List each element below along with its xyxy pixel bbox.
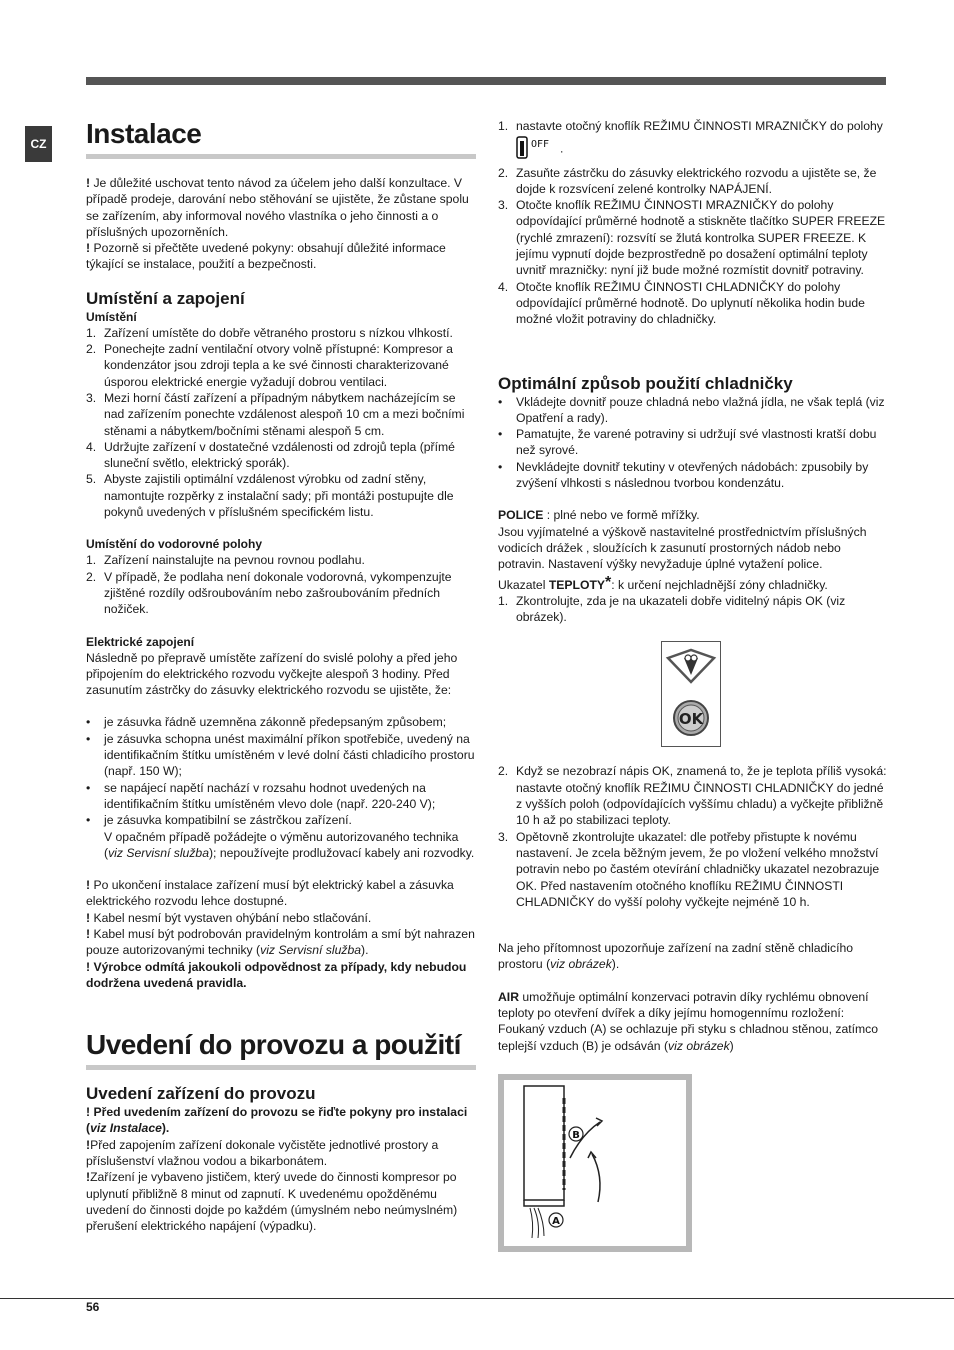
label-a: A [552,1215,560,1227]
intro-note: ! Pozorně si přečtěte uvedené pokyny: obsahují důležité informace týkající se instalace, použití a bezpečnosti. [86,241,446,272]
startup-steps [498,118,888,328]
list-item: 1. Zařízení umístěte do dobře větraného prostoru s nízkou vlhkostí. [86,325,453,340]
list-item: • je zásuvka řádně uzemněna zákonně předepsaným způsobem; [86,715,447,730]
list-item: • Nevkládejte dovnitř tekutiny v otevřených nádobách: zpusobily by zvýšení vlhkosti s následnou tvorbou kondenzátu. [498,459,869,491]
list-item: 1. Zkontrolujte, zda je na ukazateli dobře viditelný nápis OK (viz obrázek). [498,593,846,625]
optimal-use-list [498,394,888,492]
start-note: !Před zapojením zařízení dokonale vyčistěte jednotlivé prostory a příslušenství vlažnou vodou a bikarbonátem. [86,1137,439,1169]
ok-label: OK [678,710,704,729]
label-b: B [572,1129,580,1141]
list-item: 2. Ponechejte zadní ventilační otvory volně přístupné: Kompresor a kondenzátor jsou zdroji tepla a ke své činnosti charakterizované úsporou elektrické energie vyžadují dobrou ventilaci. [86,342,453,389]
list-item: 1. nastavte otočný knoflík REŽIMU ČINNOSTI MRAZNIČKY do polohy OFF . [498,118,888,165]
top-rule [86,77,886,85]
list-item: • se napájecí napětí nachází v rozsahu hodnot uvedených na identifikačním štítku umístěném vlevo dole (např. 220-240 V); [86,780,436,811]
list-item: • je zásuvka kompatibilní se zástrčkou zařízení. V opačném případě požádejte o výměnu autorizovaného technika (viz Servisní služba); nepoužívejte prodlužovací kabely ani rozvodky. [86,813,475,860]
section-title: Uvedení do provozu a použití [86,1029,476,1070]
off-label: OFF [531,139,550,151]
right-column [498,118,888,1252]
list-item: 4. Otočte knoflík REŽIMU ČINNOSTI CHLADNIČKY do polohy odpovídající průměrné hodnotě. Do uplynutí několika hodin bude možné vložit potraviny do chladničky. [498,279,865,327]
list-item: • Vkládejte dovnitř pouze chladná nebo vlažná jídla, ne však teplá (viz Opatření a rady). [498,394,885,425]
start-note: !Zařízení je vybaveno jističem, který uvede do činnosti kompresor po uplynutí přibližně 8 minut od zapnutí. K uvedenému opožděnému uvedení do činnosti dojde po každém (úmyslném nebo neúmyslném) přerušení elektrického napájení (výpadku). [86,1170,458,1234]
page-number: 56 [86,1300,100,1314]
list-item: 3. Mezi horní částí zařízení a případným nábytkem nacházejícím se nad zařízením ponechte vzdálenost alespoň 10 cm a mezi bočními stěnami a nábytkem/bočními stěnami alespoň 5 cm. [86,390,465,438]
list-item: 2. V případě, že podlaha není dokonale vodorovná, vykompenzujte zjištěné rozdíly odšroubováním nebo zašroubováním předních nožiček. [86,569,452,617]
temperature-indicator-text: Ukazatel TEPLOTY*: k určení nejchladnější zóny chladničky. [498,573,828,592]
warning-note: ! Po ukončení instalace zařízení musí být elektrický kabel a zásuvka elektrického rozvodu lehce dostupné. [86,878,454,909]
list-item: 2. Zasuňte zástrčku do zásuvky elektrického rozvodu a ujistěte se, že dojde k rozsvícení zelené kontrolky NAPÁJENÍ. [498,165,877,196]
level-list [86,552,476,617]
warning-note: ! Výrobce odmítá jakoukoli odpovědnost za případy, kdy nebudou dodržena uvedená pravidla. [86,959,467,990]
electrical-checklist [86,714,476,861]
start-note: ! Před uvedením zařízení do provozu se řiďte pokyny pro instalaci (viz Instalace). [86,1105,468,1136]
level-subheading: Umístění do vodorovné polohy [86,537,263,552]
list-item: 4. Udržujte zařízení v dostatečné vzdálenosti od zdrojů tepla (přímé sluneční světlo, elektrický sporák). [86,439,455,471]
electrical-intro: Následně po přepravě umístěte zařízení do svislé polohy a před jeho připojením do elektrického rozvodu vyčkejte alespoň 3 hodiny. Před zasunutím zástrčky do zásuvky elektrického rozvodu se ujistěte, že: [86,650,458,698]
footer-rule [0,1298,954,1299]
list-item: 2. Když se nezobrazí nápis OK, znamená to, že je teplota příliš vysoká: nastavte otočný knoflík REŽIMU ČINNOSTI CHLADNIČKY do jedné z vyšších poloh (odpovídajících vyššímu chladu) a vyčkejte přibližně 10 h až po stabilizaci teploty. [498,764,887,828]
start-heading: Uvedení zařízení do provozu [86,1084,316,1104]
placement-list [86,325,476,521]
off-position-icon [516,134,560,164]
list-item: 1. Zařízení nainstalujte na pevnou rovnou podlahu. [86,553,365,568]
warning-note: ! Kabel musí být podrobován pravidelným kontrolám a smí být nahrazen pouze autorizovanými techniky (viz Servisní služba). [86,926,475,958]
placement-subheading: Umístění [86,309,137,324]
optimal-use-heading: Optimální způsob použití chladničky [498,373,793,393]
list-item: 3. Otočte knoflík REŽIMU ČINNOSTI MRAZNIČKY do polohy odpovídající průměrné hodnotě a stiskněte tlačítko SUPER FREEZE (rychlé zmrazení): rozsvítí se žlutá kontrolka SUPER FREEZE. K jejímu vypnutí dojde bezprostředně po dosažení optimální teploty uvnitř mrazničky: nyní již bude možné rozmístit dovnitř potraviny. [498,198,886,278]
page-title: Instalace [86,118,476,159]
list-item: • je zásuvka schopna unést maximální příkon spotřebiče, uvedený na identifikačním štítku umístěném v levé dolní části chladicího prostoru (např. 150 W); [86,731,475,779]
temperature-steps [498,593,888,626]
temperature-steps-continued [498,763,888,910]
placement-heading: Umístění a zapojení [86,288,245,308]
language-tab: CZ [25,126,52,162]
air-text: AIR umožňuje optimální konzervaci potravin díky rychlému obnovení teploty po otevření dvířek a díky jejímu homogennímu rozložení: Foukaný vzduch (A) se ochlazuje při styku s chladnou stěnou, zatímco teplejší vzduch (B) je odsáván (viz obrázek) [498,989,879,1053]
list-item: • Pamatujte, že varené potraviny si udržují své vlastnosti kratší dobu než syrové. [498,427,877,458]
intro-note: ! Je důležité uschovat tento návod za účelem jeho další konzultace. V případě prodeje, darování nebo stěhování se ujistěte, že zůstane spolu se zařízením, aby informoval nového vlastníka o jeho činnosti a o příslušných upozorněních. [86,176,469,239]
shelves-detail: Jsou vyjímatelné a výškově nastavitelné prostřednictvím příslušných vodicích drážek , sloužících k zasunutí prostorných nádob nebo potravin. Nastavení výšky nevyžaduje úplné vytažení police. [498,524,867,572]
presence-text: Na jeho přítomnost upozorňuje zařízení na zadní stěně chladicího prostoru (viz obrázek). [498,941,854,972]
list-item: 5. Abyste zajistili optimální vzdálenost výrobku od zadní stěny, namontujte rozpěrky z instalační sady; při montáži postupujte dle pokynů uvedených v příslušném specifickém listu. [86,472,454,520]
warning-note: ! Kabel nesmí být vystaven ohýbání nebo stlačování. [86,910,372,925]
shelves-text: POLICE : plné nebo ve formě mřížky. [498,508,700,523]
list-item: 3. Opětovně zkontrolujte ukazatel: dle potřeby přistupte k novému nastavení. Je zcela běžným jevem, že po vložení velkého množství potravin nebo po častém otevírání chladničky ukazatel nezobrazuje OK. Před nastavením otočného knoflíku REŽIMU ČINNOSTI CHLADNIČKY do vyšší polohy vyčkejte nejméně 10 h. [498,829,880,909]
electrical-subheading: Elektrické zapojení [86,634,195,649]
ok-indicator-figure [661,641,721,747]
air-flow-figure [498,1074,692,1252]
intro-notes [86,175,476,273]
left-column [86,118,476,1235]
